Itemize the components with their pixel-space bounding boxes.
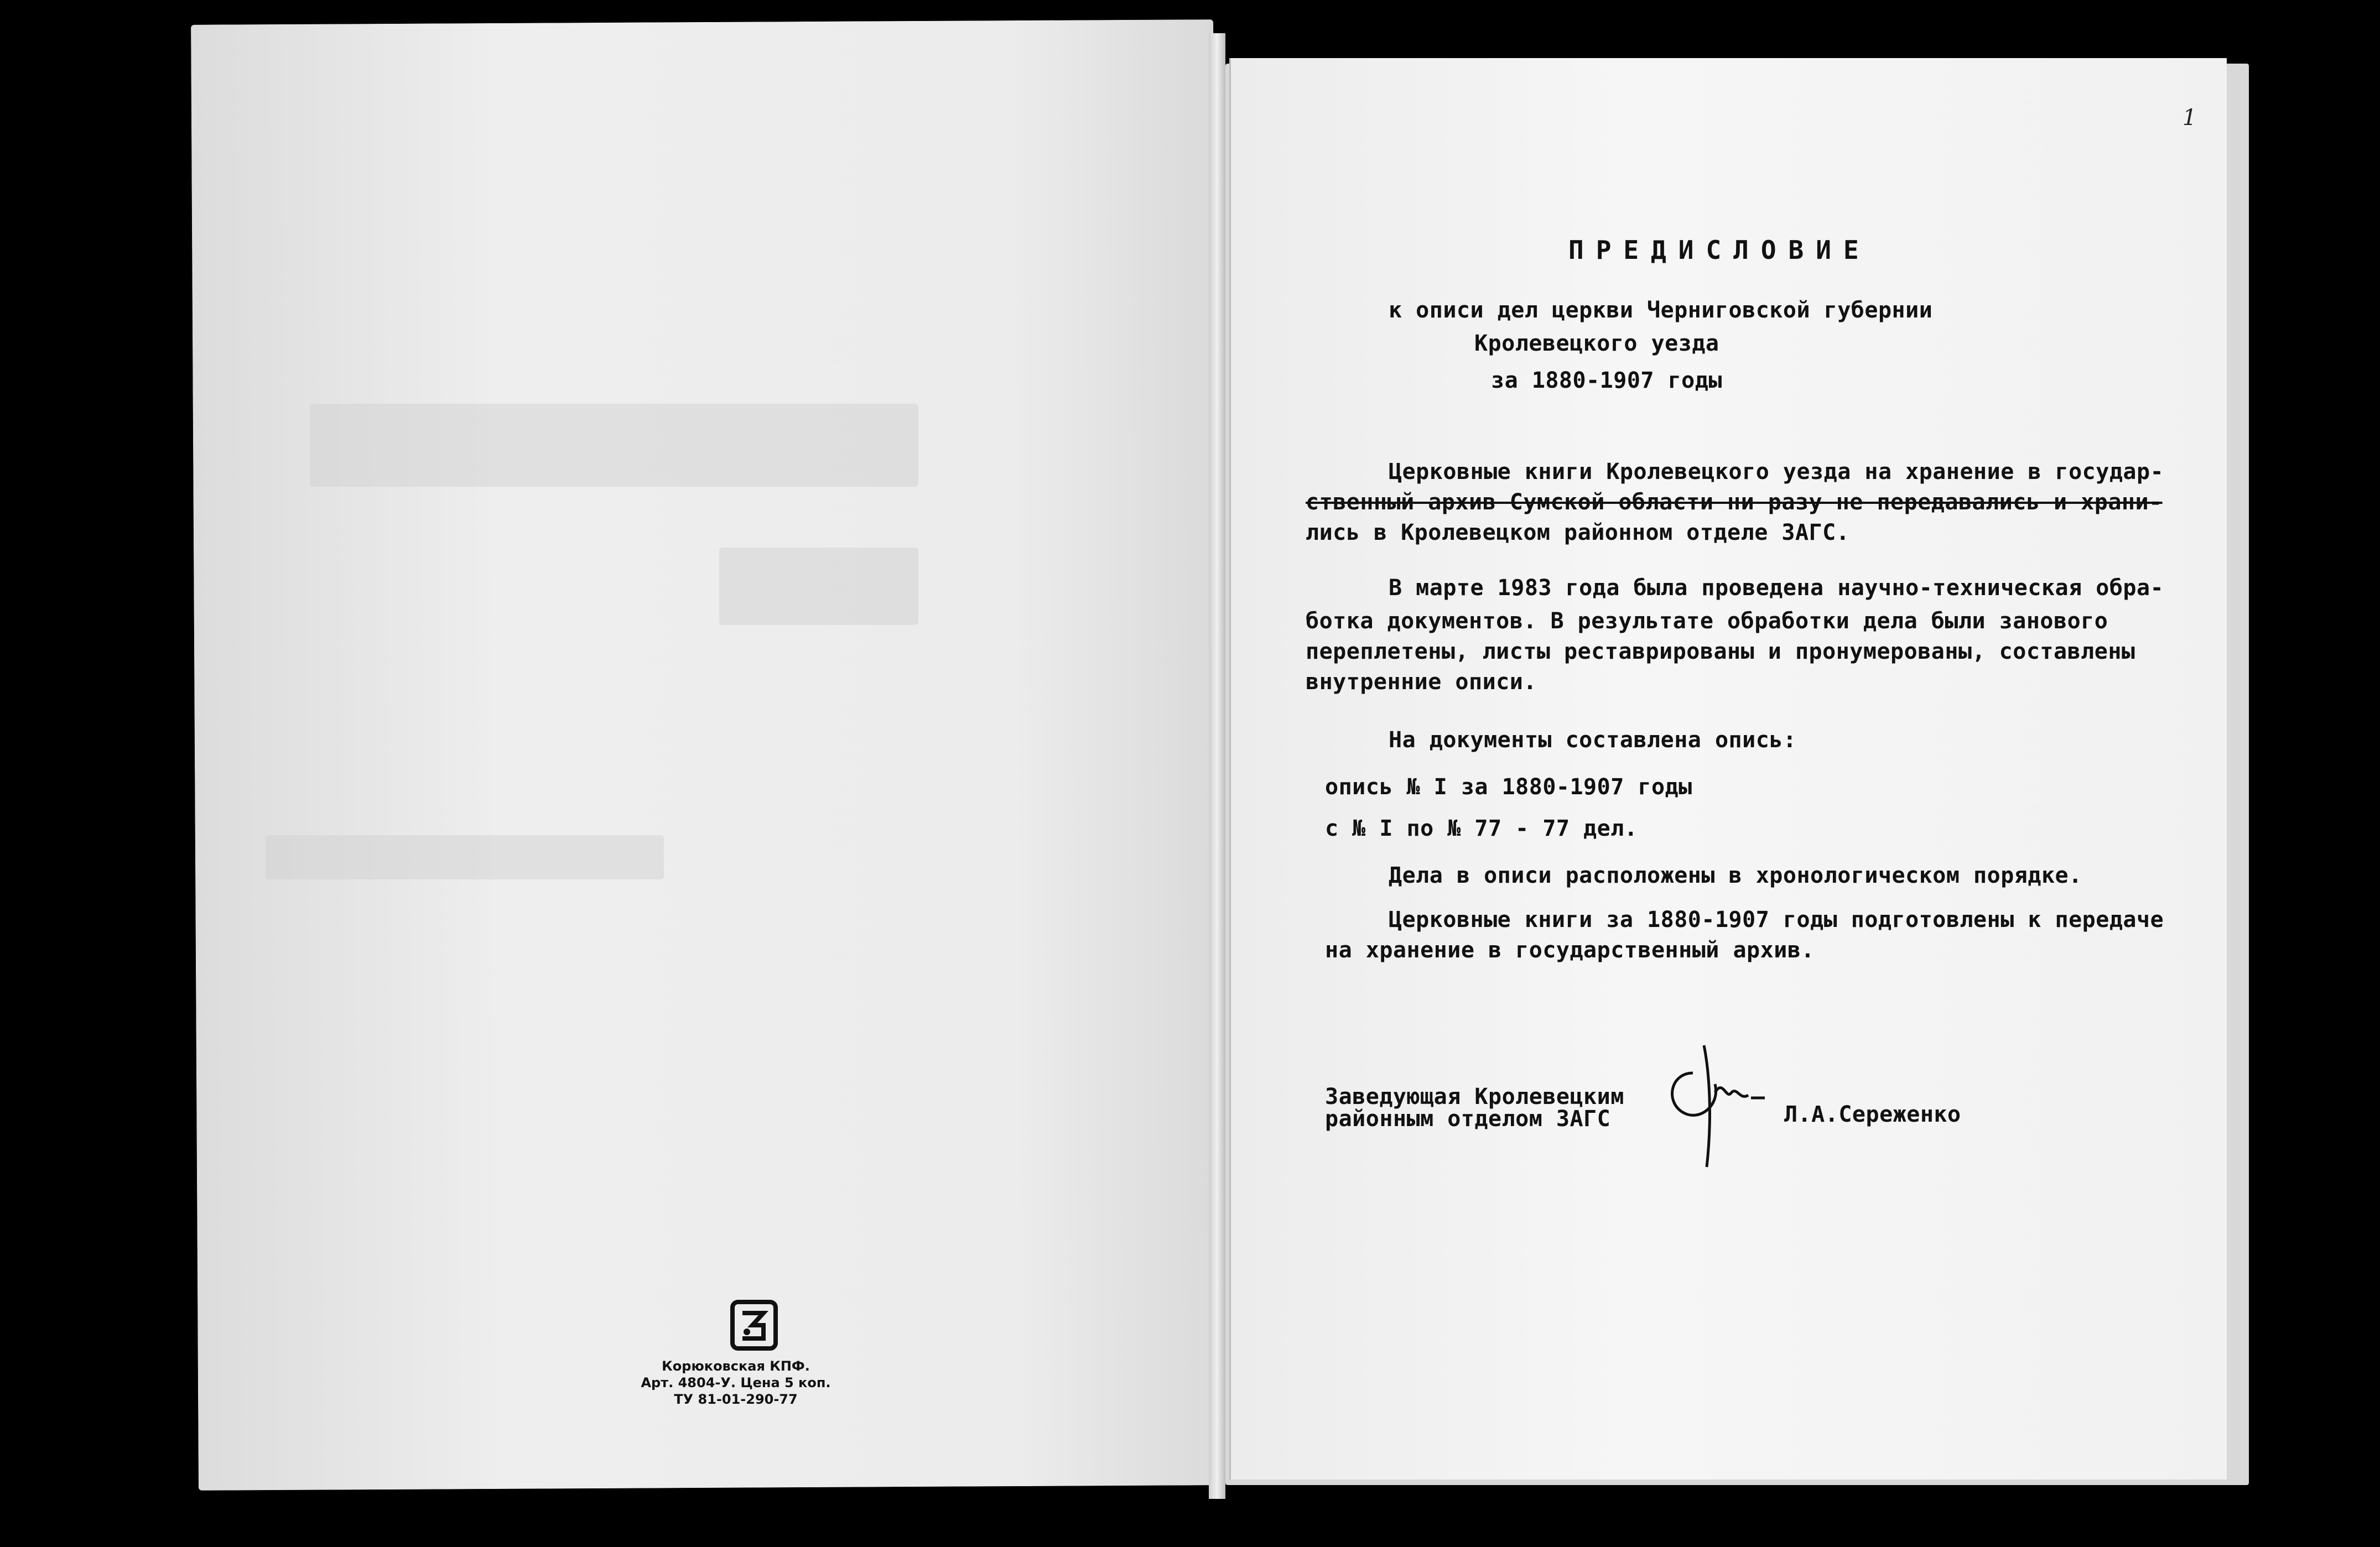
inventory-line-2: с № I по № 77 - 77 дел. [1325, 816, 1638, 841]
binding-spine [1209, 33, 1225, 1499]
document-title: ПРЕДИСЛОВИЕ [1568, 235, 1871, 265]
left-faint-bleedthrough [310, 404, 918, 487]
paragraph3: Дела в описи расположены в хронологическом порядке. [1389, 863, 2082, 888]
paragraph2-line-2: ботка документов. В результате обработки дела были занового [1306, 608, 2108, 634]
paragraph1-line-2: ственный архив Сумской области ни разу не передавались и храни- [1306, 489, 2163, 515]
publisher-name: Корюковская КПФ. [662, 1358, 810, 1374]
subtitle-line-2: Кролевецкого уезда [1474, 331, 1719, 356]
paragraph2-line-4: внутренние описи. [1306, 669, 1537, 695]
inventory-line-1: опись № I за 1880-1907 годы [1325, 774, 1692, 800]
handwritten-signature [1660, 1040, 1770, 1173]
publisher-imprint [625, 1358, 846, 1408]
paragraph4-line-2: на хранение в государственный архив. [1325, 937, 1815, 963]
subtitle-line-3: за 1880-1907 годы [1491, 368, 1722, 393]
publisher-tu: ТУ 81-01-290-77 [674, 1392, 798, 1407]
left-cover-page [191, 19, 1221, 1491]
paragraph4-line-1: Церковные книги за 1880-1907 годы подготовлены к передаче [1389, 907, 2164, 933]
document-page [1229, 58, 2227, 1480]
paragraph1-line-1: Церковные книги Кролевецкого уезда на хранение в государ- [1389, 459, 2164, 485]
signatory-name: Л.А.Сереженко [1784, 1102, 1961, 1127]
left-faint-bleedthrough-3 [266, 835, 664, 879]
left-faint-bleedthrough-2 [719, 548, 918, 625]
subtitle-line-1: к описи дел церкви Черниговской губернии [1389, 298, 1933, 323]
publisher-logo-icon [730, 1300, 778, 1351]
paragraph1-line-3: лись в Кролевецком районном отделе ЗАГС. [1306, 520, 1850, 545]
publisher-article: Арт. 4804-У. Цена 5 коп. [641, 1375, 831, 1390]
signatory-title-line-2: районным отделом ЗАГС [1325, 1106, 1611, 1132]
paragraph2-line-1: В марте 1983 года была проведена научно-техническая обра- [1389, 575, 2164, 601]
signatory-title-line-1: Заведующая Кролевецким [1325, 1084, 1624, 1110]
page-number: 1 [2182, 105, 2197, 131]
inventory-intro: На документы составлена опись: [1389, 727, 1797, 753]
paragraph2-line-3: переплетены, листы реставрированы и пронумерованы, составлены [1306, 639, 2135, 664]
